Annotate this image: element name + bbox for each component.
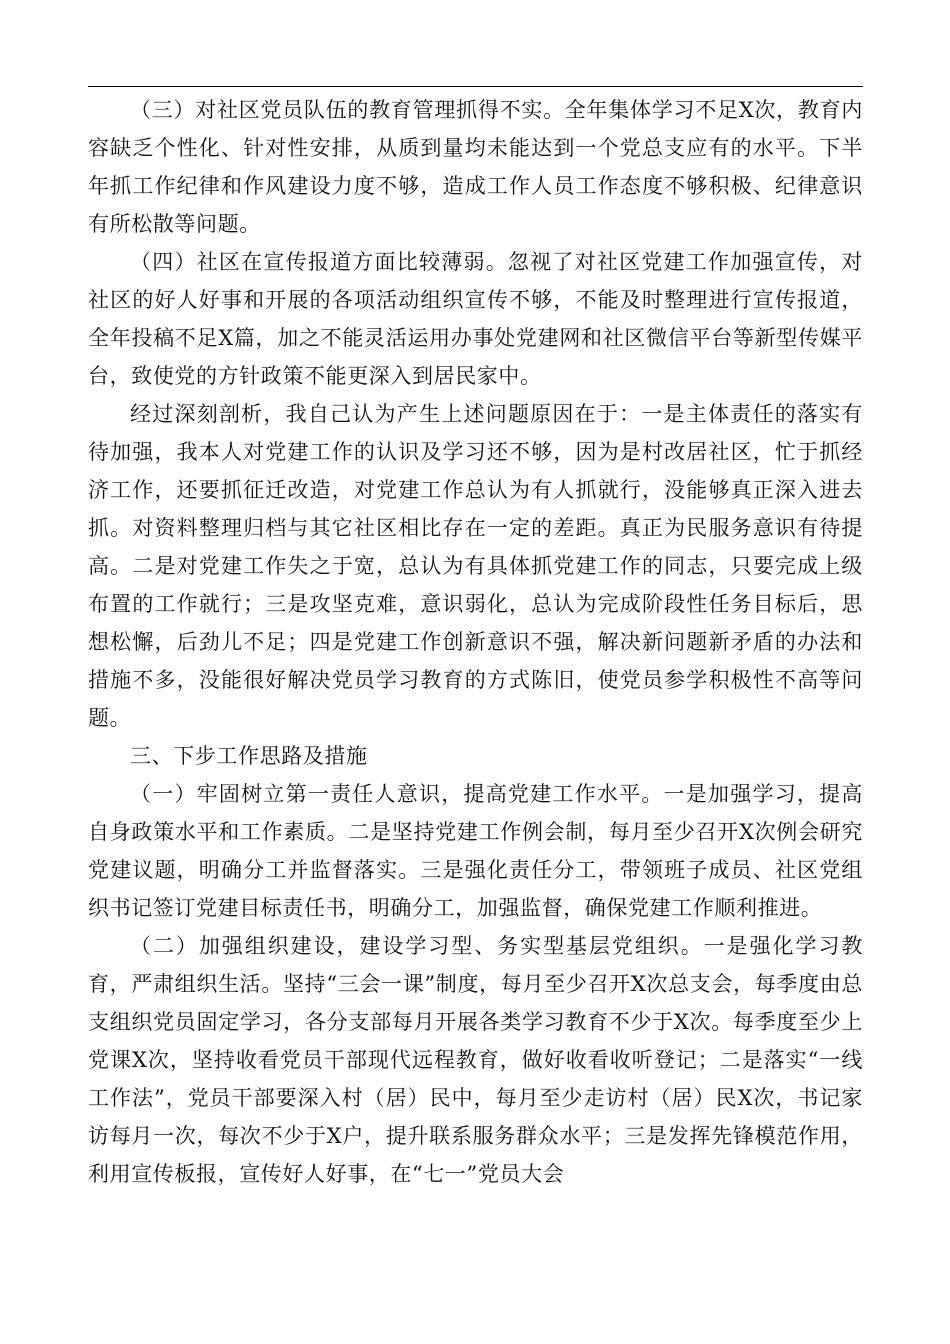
paragraph-3-education-management: （三）对社区党员队伍的教育管理抓得不实。全年集体学习不足X次，教育内容缺乏个性化、针对性安排，从质到量均未能达到一个党总支应有的水平。下半年抓工作纪律和作风建设力度不够，造成工作人员工作态度不够积极、纪律意识有所松散等问题。 [88,98,863,236]
paragraph-4-publicity: （四）社区在宣传报道方面比较薄弱。忽视了对社区党建工作加强宣传，对社区的好人好事和开展的各项活动组织宣传不够，不能及时整理进行宣传报道，全年投稿不足X篇，加之不能灵活运用办事处党建网和社区微信平台等新型传媒平台，致使党的方针政策不能更深入到居民家中。 [88,250,863,388]
document-page [88,86,863,1193]
paragraph-measure-1: （一）牢固树立第一责任人意识，提高党建工作水平。一是加强学习，提高自身政策水平和工作素质。二是坚持党建工作例会制，每月至少召开X次例会研究党建议题，明确分工并监督落实。三是强化责任分工，带领班子成员、社区党组织书记签订党建目标责任书，明确分工，加强监督，确保党建工作顺利推进。 [88,782,863,920]
header-rule [88,86,863,87]
section-heading-next-steps: 三、下步工作思路及措施 [130,744,368,768]
paragraph-measure-2: （二）加强组织建设，建设学习型、务实型基层党组织。一是强化学习教育，严肃组织生活。坚持“三会一课”制度，每月至少召开X次总支会，每季度由总支组织党员固定学习，各分支部每月开展各类学习教育不少于X次。每季度至少上党课X次，坚持收看党员干部现代远程教育，做好收看收听登记；二是落实“一线工作法”，党员干部要深入村（居）民中，每月至少走访村（居）民X次，书记家访每月一次，每次不少于X户，提升联系服务群众水平；三是发挥先锋模范作用，利用宣传板报，宣传好人好事，在“七一”党员大会 [88,934,863,1186]
paragraph-cause-analysis: 经过深刻剖析，我自己认为产生上述问题原因在于：一是主体责任的落实有待加强，我本人对党建工作的认识及学习还不够，因为是村改居社区，忙于抓经济工作，还要抓征迁改造，对党建工作总认为有人抓就行，没能够真正深入进去抓。对资料整理归档与其它社区相比存在一定的差距。真正为民服务意识有待提高。二是对党建工作失之于宽，总认为有具体抓党建工作的同志，只要完成上级布置的工作就行；三是攻坚克难，意识弱化，总认为完成阶段性任务目标后，思想松懈，后劲儿不足；四是党建工作创新意识不强，解决新问题新矛盾的办法和措施不多，没能很好解决党员学习教育的方式陈旧，使党员参学积极性不高等问题。 [88,402,863,730]
